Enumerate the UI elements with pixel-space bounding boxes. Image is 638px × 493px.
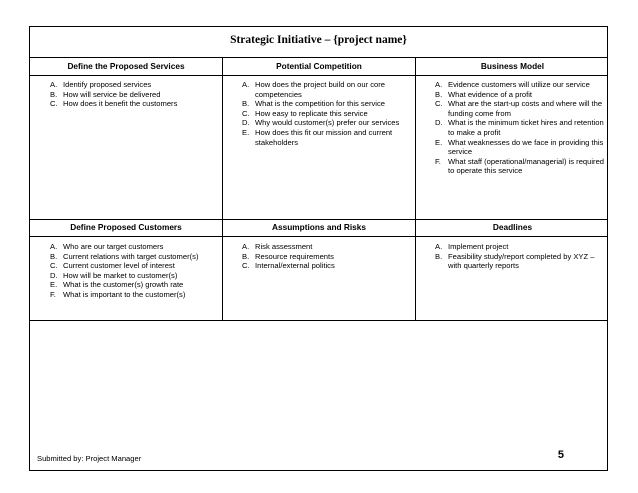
item-list: [435, 80, 605, 176]
item-text: What evidence of a profit: [448, 89, 532, 99]
item-text: What is important to the customer(s): [63, 289, 186, 299]
item-marker: C.: [50, 261, 58, 271]
item-marker: B.: [435, 89, 443, 99]
list-item: [50, 252, 218, 262]
item-marker: B.: [242, 251, 250, 261]
item-text: Why would customer(s) prefer our services: [255, 118, 400, 128]
list-item: [50, 99, 218, 109]
item-list: [242, 80, 412, 147]
item-marker: C.: [242, 108, 250, 118]
item-list: [242, 242, 412, 271]
item-text: Evidence customers will utilize our service: [448, 80, 590, 89]
list-item: [50, 261, 218, 271]
list-item: [50, 80, 218, 90]
proposed-customers-list: [50, 242, 218, 300]
item-text: What weaknesses do we face in providing this service: [448, 137, 604, 157]
item-marker: F.: [435, 156, 441, 166]
list-item: [435, 242, 605, 252]
item-text: Internal/external politics: [255, 261, 335, 271]
item-marker: E.: [242, 127, 250, 137]
item-text: Risk assessment: [255, 242, 313, 251]
item-marker: A.: [50, 80, 58, 89]
item-marker: C.: [242, 261, 250, 271]
item-text: What is the customer(s) growth rate: [63, 280, 184, 290]
item-text: How easy to replicate this service: [255, 108, 368, 118]
list-item: [50, 271, 218, 281]
item-text: How does this fit our mission and current stakeholders: [255, 127, 393, 147]
row-divider: [30, 75, 607, 76]
item-text: How will service be delivered: [63, 89, 161, 99]
item-text: Current customer level of interest: [63, 261, 175, 271]
list-item: [242, 252, 412, 262]
heading-proposed-customers: Define Proposed Customers: [70, 222, 182, 232]
item-text: Who are our target customers: [63, 242, 164, 251]
item-marker: C.: [50, 99, 58, 109]
list-item: [435, 138, 605, 157]
list-item: [435, 80, 605, 90]
list-item: [242, 242, 412, 252]
item-text: Resource requirements: [255, 251, 334, 261]
list-item: [242, 99, 412, 109]
item-marker: D.: [242, 118, 250, 128]
item-marker: C.: [435, 99, 443, 109]
submitted-by: Submitted by: Project Manager: [37, 454, 142, 463]
item-marker: A.: [435, 242, 443, 251]
list-item: [242, 109, 412, 119]
item-marker: B.: [50, 89, 58, 99]
proposed-services-list: [50, 80, 218, 109]
heading-assumptions-risks: Assumptions and Risks: [271, 222, 367, 232]
item-text: How will be market to customer(s): [63, 270, 178, 280]
document-frame: [29, 26, 608, 471]
item-marker: D.: [435, 118, 443, 128]
list-item: [50, 280, 218, 290]
list-item: [435, 90, 605, 100]
item-text: What is the minimum ticket hires and retention to make a profit: [448, 118, 604, 137]
item-text: Current relations with target customer(s): [63, 251, 199, 261]
list-item: [50, 90, 218, 100]
column-divider: [415, 58, 416, 320]
list-item: [435, 118, 605, 137]
item-text: What is the competition for this service: [255, 99, 385, 109]
item-marker: E.: [50, 280, 58, 290]
item-marker: A.: [435, 80, 443, 89]
list-item: [50, 242, 218, 252]
item-marker: A.: [242, 242, 250, 251]
item-text: What are the start-up costs and where will the funding come from: [448, 99, 603, 118]
list-item: [242, 118, 412, 128]
item-text: Implement project: [448, 242, 509, 251]
item-list: [50, 242, 218, 300]
business-model-list: [435, 80, 605, 176]
heading-potential-competition: Potential Competition: [276, 61, 362, 71]
heading-proposed-services: Define the Proposed Services: [67, 61, 185, 71]
item-marker: F.: [50, 289, 56, 299]
list-item: [435, 157, 605, 176]
row-divider: [30, 236, 607, 237]
item-marker: D.: [50, 270, 58, 280]
list-item: [50, 290, 218, 300]
page-number: 5: [557, 449, 564, 461]
item-text: What staff (operational/managerial) is required to operate this service: [448, 156, 605, 176]
deadlines-list: [435, 242, 605, 271]
list-item: [435, 99, 605, 118]
list-item: [435, 252, 605, 271]
item-marker: B.: [50, 251, 58, 261]
list-item: [242, 261, 412, 271]
heading-deadlines: Deadlines: [492, 222, 533, 232]
item-text: Identify proposed services: [63, 80, 152, 89]
page-title: Strategic Initiative – {project name}: [230, 34, 407, 46]
item-marker: A.: [242, 80, 250, 89]
heading-business-model: Business Model: [480, 61, 545, 71]
column-divider: [222, 58, 223, 320]
item-marker: A.: [50, 242, 58, 251]
item-list: [50, 80, 218, 109]
potential-competition-list: [242, 80, 412, 147]
item-list: [435, 242, 605, 271]
assumptions-risks-list: [242, 242, 412, 271]
item-marker: B.: [242, 99, 250, 109]
item-text: Feasibility study/report completed by XYZ – with quarterly reports: [448, 251, 595, 271]
list-item: [242, 80, 412, 99]
item-marker: E.: [435, 137, 443, 147]
list-item: [242, 128, 412, 147]
item-text: How does it benefit the customers: [63, 99, 178, 109]
item-marker: B.: [435, 251, 443, 261]
initiative-grid: [30, 57, 607, 321]
item-text: How does the project build on our core competencies: [255, 80, 386, 99]
